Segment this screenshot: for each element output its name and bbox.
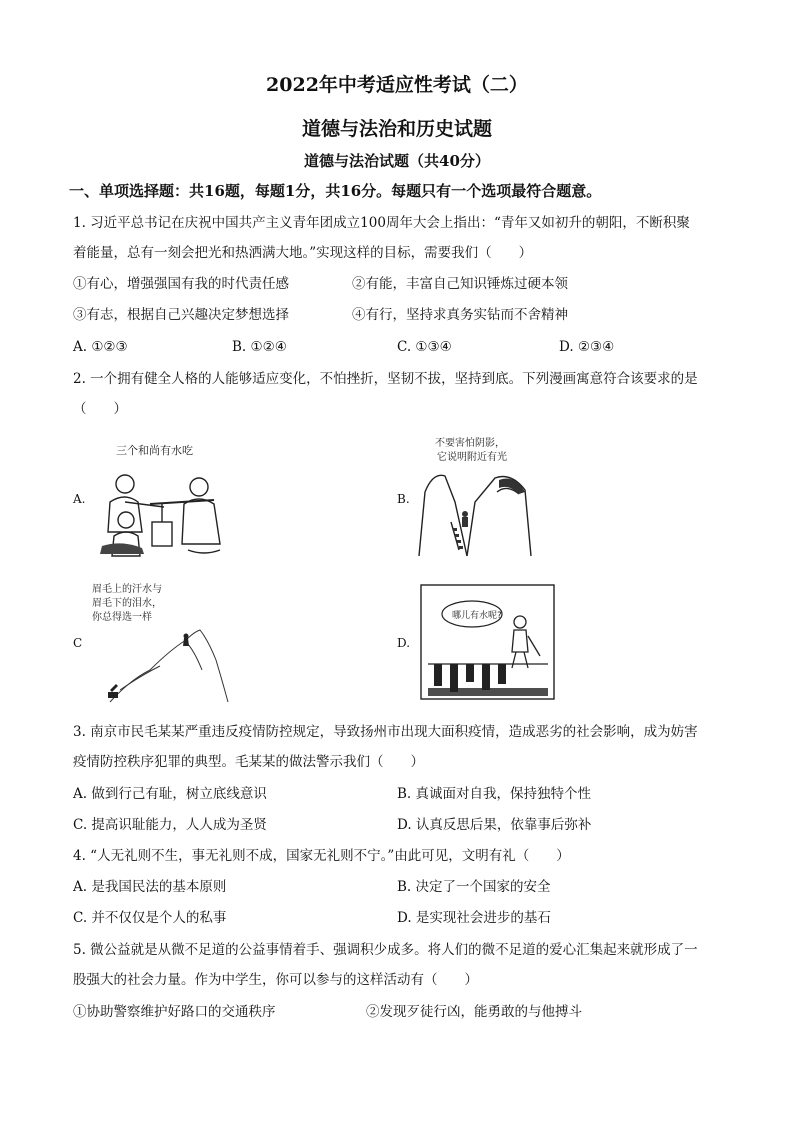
q2-figure-b-caption-line1: 不要害怕阴影， bbox=[435, 438, 505, 449]
q2-figure-c-label[interactable]: C bbox=[73, 636, 83, 650]
q2-stem-line1: 2. 一个拥有健全人格的人能够适应变化，不怕挫折，坚韧不拔，坚持到底。下列漫画寓意符合该要求的是 bbox=[73, 371, 698, 387]
q2-figure-d-label[interactable]: D. bbox=[397, 636, 411, 650]
q1-option-a[interactable]: A. ①②③ bbox=[73, 339, 128, 355]
q1-item-4: ④有行，坚持求真务实钻而不舍精神 bbox=[352, 307, 568, 323]
cartoon-shadow-light-image bbox=[415, 432, 535, 560]
exam-subtitle: 道德与法治和历史试题 bbox=[301, 118, 492, 140]
q1-stem-line2: 着能量，总有一刻会把光和热洒满大地。”实现这样的目标，需要我们（ ） bbox=[73, 245, 533, 261]
q3-option-c[interactable]: C. 提高识耻能力，人人成为圣贤 bbox=[73, 817, 267, 833]
q2-figure-c-caption-line3: 你总得选一样 bbox=[92, 612, 152, 623]
q3-option-d[interactable]: D. 认真反思后果，依靠事后弥补 bbox=[397, 817, 592, 833]
q5-stem-line2: 股强大的社会力量。作为中学生，你可以参与的这样活动有（ ） bbox=[73, 972, 478, 988]
section-heading: 一、单项选择题：共16题，每题1分，共16分。每题只有一个选项最符合题意。 bbox=[69, 182, 602, 200]
q1-option-d[interactable]: D. ②③④ bbox=[559, 339, 615, 355]
q1-item-3: ③有志，根据自己兴趣决定梦想选择 bbox=[73, 307, 289, 323]
q5-item-2: ②发现歹徒行凶，能勇敢的与他搏斗 bbox=[366, 1004, 582, 1020]
q3-option-b[interactable]: B. 真诚面对自我，保持独特个性 bbox=[397, 786, 592, 802]
cartoon-mountain-climb-image bbox=[90, 580, 230, 708]
q2-figure-b-label[interactable]: B. bbox=[397, 492, 410, 506]
exam-title: 2022年中考适应性考试（二） bbox=[266, 74, 528, 96]
q2-figure-a-caption: 三个和尚有水吃 bbox=[116, 444, 193, 457]
q5-stem-line1: 5. 微公益就是从微不足道的公益事情着手、强调积少成多。将人们的微不足道的爱心汇集起来就形成了一 bbox=[73, 942, 698, 958]
q4-option-d[interactable]: D. 是实现社会进步的基石 bbox=[397, 910, 551, 926]
q2-figure-b-caption-line2: 它说明附近有光 bbox=[437, 452, 507, 463]
q1-item-2: ②有能，丰富自己知识锤炼过硬本领 bbox=[352, 276, 568, 292]
cartoon-three-monks-image bbox=[92, 432, 242, 560]
q4-option-b[interactable]: B. 决定了一个国家的安全 bbox=[397, 879, 551, 895]
q3-option-a[interactable]: A. 做到行己有耻，树立底线意识 bbox=[73, 786, 267, 802]
q4-stem-line1: 4. “人无礼则不生，事无礼则不成，国家无礼则不宁。”由此可见，文明有礼（ ） bbox=[73, 848, 570, 864]
q2-stem-line2: （ ） bbox=[73, 401, 127, 417]
part-title: 道德与法治试题（共40分） bbox=[304, 152, 490, 170]
q2-figure-d-caption: 哪儿有水呢? bbox=[452, 611, 502, 621]
q2-figure-c-caption-line1: 眉毛上的汗水与 bbox=[92, 584, 162, 595]
cartoon-digging-well-image bbox=[420, 584, 555, 700]
q3-stem-line1: 3. 南京市民毛某某严重违反疫情防控规定，导致扬州市出现大面积疫情，造成恶劣的社会影响，成为妨害 bbox=[73, 724, 698, 740]
q2-figure-c-caption-line2: 眉毛下的泪水， bbox=[92, 598, 162, 609]
q4-option-a[interactable]: A. 是我国民法的基本原则 bbox=[73, 879, 227, 895]
q1-item-1: ①有心，增强强国有我的时代责任感 bbox=[73, 276, 289, 292]
q5-item-1: ①协助警察维护好路口的交通秩序 bbox=[73, 1004, 276, 1020]
q1-option-b[interactable]: B. ①②④ bbox=[232, 339, 287, 355]
q2-figure-a-label[interactable]: A. bbox=[73, 492, 86, 506]
q1-stem-line1: 1. 习近平总书记在庆祝中国共产主义青年团成立100周年大会上指出：“青年又如初升的朝阳，不断积聚 bbox=[73, 215, 690, 231]
q4-option-c[interactable]: C. 并不仅仅是个人的私事 bbox=[73, 910, 227, 926]
q3-stem-line2: 疫情防控秩序犯罪的典型。毛某某的做法警示我们（ ） bbox=[73, 754, 424, 770]
q1-option-c[interactable]: C. ①③④ bbox=[397, 339, 452, 355]
